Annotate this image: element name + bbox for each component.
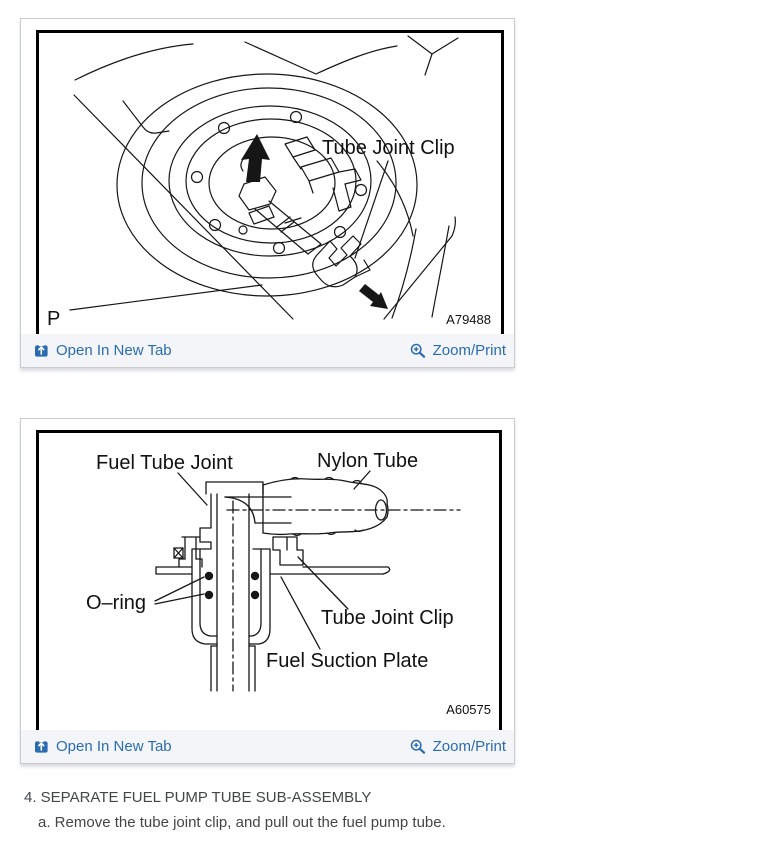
callout-tube-joint-clip: Tube Joint Clip	[322, 137, 455, 159]
zoom-print-label: Zoom/Print	[432, 738, 506, 755]
zoom-print-link[interactable]	[410, 738, 506, 755]
open-in-new-tab-label: Open In New Tab	[56, 342, 172, 359]
magnifier-plus-icon	[410, 343, 426, 359]
figure-code: A79488	[446, 312, 491, 327]
callout-fuel-suction-plate: Fuel Suction Plate	[266, 650, 429, 672]
procedure-substep-text: a. Remove the tube joint clip, and pull out the fuel pump tube.	[38, 814, 446, 831]
zoom-print-link[interactable]	[410, 342, 506, 359]
figure-toolbar	[21, 334, 514, 367]
figure-image-A79488	[36, 30, 504, 341]
open-in-new-tab-label: Open In New Tab	[56, 738, 172, 755]
figure-card-pump-top-view	[20, 18, 515, 368]
joint-section-diagram	[39, 433, 499, 733]
magnifier-plus-icon	[410, 739, 426, 755]
callout-o-ring: O–ring	[86, 592, 147, 614]
figure-code: A60575	[446, 702, 491, 717]
figure-toolbar	[21, 730, 514, 763]
figure-image-A60575	[36, 430, 502, 736]
open-in-new-tab-link[interactable]	[34, 342, 172, 359]
callout-tube-joint-clip: Tube Joint Clip	[321, 607, 454, 629]
pump-top-view-diagram	[39, 33, 501, 338]
callout-nylon-tube: Nylon Tube	[317, 450, 419, 472]
open-in-new-tab-link[interactable]	[34, 738, 172, 755]
procedure-step-title: 4. SEPARATE FUEL PUMP TUBE SUB-ASSEMBLY	[24, 789, 372, 806]
arrow-down-right-icon	[359, 284, 388, 309]
open-in-new-tab-icon	[34, 740, 49, 754]
figure-corner-label: P	[47, 308, 61, 330]
figure-card-joint-section	[20, 418, 515, 764]
zoom-print-label: Zoom/Print	[432, 342, 506, 359]
o-ring-dots	[205, 572, 259, 599]
callout-fuel-tube-joint: Fuel Tube Joint	[96, 452, 233, 474]
open-in-new-tab-icon	[34, 344, 49, 358]
